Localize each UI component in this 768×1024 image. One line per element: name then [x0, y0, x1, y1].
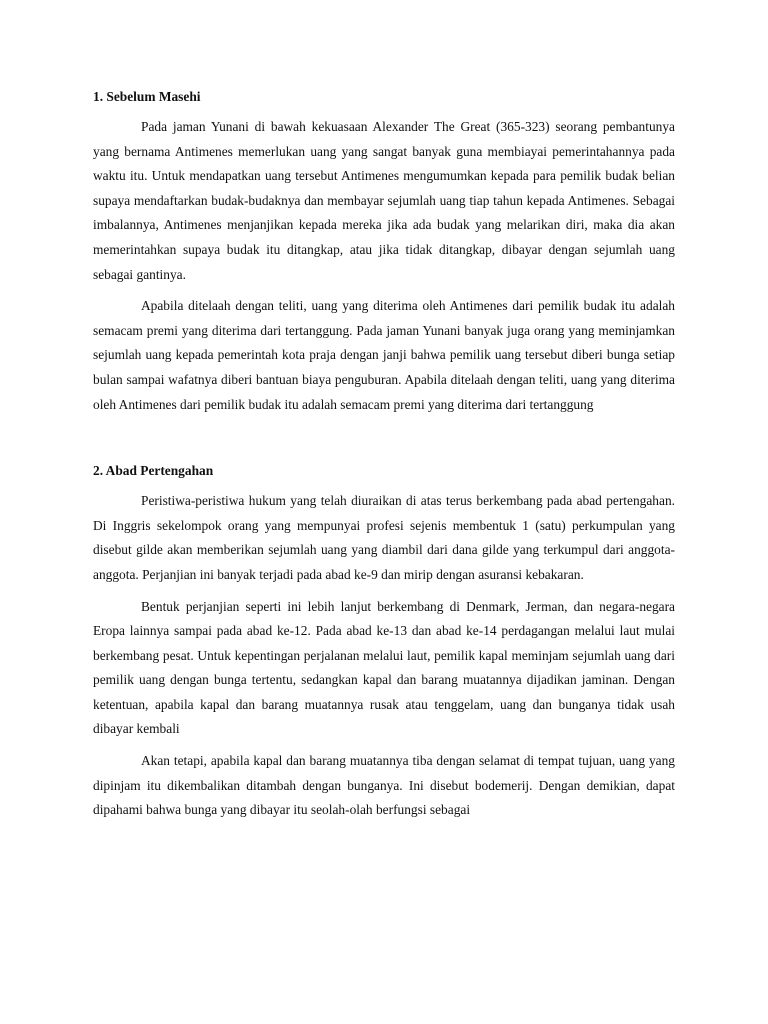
- paragraph: Apabila ditelaah dengan teliti, uang yang diterima oleh Antimenes dari pemilik budak itu adalah semacam premi yang diterima dari tertanggung. Pada jaman Yunani banyak juga orang yang meminjamkan sejumlah uang kepada pemerintah kota praja dengan janji bahwa pemilik uang tersebut diberi bunga setiap bulan sampai wafatnya diberi bantuan biaya penguburan. Apabila ditelaah dengan teliti, uang yang diterima oleh Antimenes dari pemilik budak itu adalah semacam premi yang diterima dari tertanggung: [93, 298, 675, 412]
- paragraph: Bentuk perjanjian seperti ini lebih lanjut berkembang di Denmark, Jerman, dan negara-negara Eropa lainnya sampai pada abad ke-12. Pada abad ke-13 dan abad ke-14 perdagangan melalui laut mulai berkembang pesat. Untuk kepentingan perjalanan melalui laut, pemilik kapal meminjam sejumlah uang dari pemilik uang dengan bunga tertentu, sedangkan kapal dan barang muatannya dijadikan jaminan. Dengan ketentuan, apabila kapal dan barang muatannya rusak atau tenggelam, uang dan bunganya tidak usah dibayar kembali: [93, 598, 675, 737]
- paragraph: Peristiwa-peristiwa hukum yang telah diuraikan di atas terus berkembang pada abad pertengahan. Di Inggris sekelompok orang yang mempunyai profesi sejenis membentuk 1 (satu) perkumpulan yang disebut gilde akan memberikan sejumlah uang yang diambil dari dana gilde yang terkumpul dari anggota-anggota. Perjanjian ini banyak terjadi pada abad ke-9 dan mirip dengan asuransi kebakaran.: [93, 493, 675, 582]
- paragraph: Akan tetapi, apabila kapal dan barang muatannya tiba dengan selamat di tempat tujuan, uang yang dipinjam itu dikembalikan ditambah dengan bunganya. Ini disebut bodemerij. Dengan demikian, dapat dipahami bahwa bunga yang dibayar itu seolah-olah berfungsi sebagai: [93, 753, 675, 818]
- section-abad-pertengahan: [93, 462, 675, 823]
- section-heading: 1. Sebelum Masehi: [93, 89, 201, 104]
- document-page: [93, 88, 675, 830]
- paragraph: Pada jaman Yunani di bawah kekuasaan Alexander The Great (365-323) seorang pembantunya yang bernama Antimenes memerlukan uang yang sangat banyak guna membiayai pemerintahannya pada waktu itu. Untuk mendapatkan uang tersebut Antimenes mengumumkan kepada para pemilik budak belian supaya mendaftarkan budak-budaknya dan membayar sejumlah uang tiap tahun kepada Antimenes. Sebagai imbalannya, Antimenes menjanjikan kepada mereka jika ada budak yang melarikan diri, maka dia akan memerintahkan supaya budak itu ditangkap, atau jika tidak ditangkap, dibayar dengan sejumlah uang sebagai gantinya.: [93, 119, 675, 282]
- section-sebelum-masehi: [93, 88, 675, 417]
- section-heading: 2. Abad Pertengahan: [93, 463, 214, 479]
